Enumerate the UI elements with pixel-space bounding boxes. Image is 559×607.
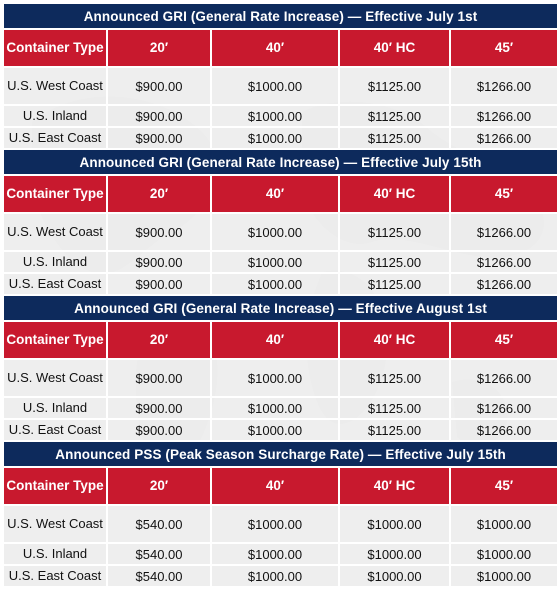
- rate-cell: $1000.00: [211, 105, 339, 127]
- section-title: Announced GRI (General Rate Increase) — Effective August 1st: [3, 295, 558, 321]
- column-header-20ft: 20′: [107, 29, 211, 67]
- rate-cell: $900.00: [107, 273, 211, 295]
- table-row: [3, 67, 558, 105]
- column-header-40ft: 40′: [211, 29, 339, 67]
- rate-cell: $1266.00: [450, 251, 558, 273]
- rate-cell: $1000.00: [211, 213, 339, 251]
- rate-cell: $1125.00: [339, 127, 450, 149]
- column-header-20ft: 20′: [107, 467, 211, 505]
- rate-cell: $1125.00: [339, 105, 450, 127]
- rate-cell: $1266.00: [450, 273, 558, 295]
- rate-cell: $1000.00: [450, 543, 558, 565]
- section-title: Announced PSS (Peak Season Surcharge Rate) — Effective July 15th: [3, 441, 558, 467]
- rate-cell: $1266.00: [450, 213, 558, 251]
- column-header-40ft-hc: 40′ HC: [339, 321, 450, 359]
- rate-cell: $900.00: [107, 359, 211, 397]
- row-label: U.S. Inland: [3, 251, 107, 273]
- column-header-45ft: 45′: [450, 29, 558, 67]
- row-label: U.S. West Coast: [3, 213, 107, 251]
- section-title-row: [3, 3, 558, 29]
- rate-cell: $1000.00: [339, 565, 450, 587]
- rate-cell: $540.00: [107, 543, 211, 565]
- rate-cell: $1000.00: [211, 359, 339, 397]
- rate-cell: $540.00: [107, 565, 211, 587]
- rate-cell: $1000.00: [339, 543, 450, 565]
- rate-cell: $1125.00: [339, 419, 450, 441]
- column-header-container-type: Container Type: [3, 321, 107, 359]
- row-label: U.S. Inland: [3, 397, 107, 419]
- row-label: U.S. West Coast: [3, 359, 107, 397]
- table-row: [3, 359, 558, 397]
- column-header-20ft: 20′: [107, 175, 211, 213]
- rate-cell: $1125.00: [339, 273, 450, 295]
- rate-cell: $900.00: [107, 105, 211, 127]
- row-label: U.S. Inland: [3, 105, 107, 127]
- header-row: [3, 29, 558, 67]
- rate-cell: $1000.00: [211, 127, 339, 149]
- column-header-40ft: 40′: [211, 321, 339, 359]
- row-label: U.S. East Coast: [3, 565, 107, 587]
- column-header-40ft-hc: 40′ HC: [339, 175, 450, 213]
- table-row: [3, 213, 558, 251]
- rate-cell: $900.00: [107, 419, 211, 441]
- rate-cell: $1000.00: [211, 505, 339, 543]
- rate-cell: $900.00: [107, 67, 211, 105]
- rate-cell: $1125.00: [339, 213, 450, 251]
- table-row: [3, 565, 558, 587]
- rate-cell: $900.00: [107, 397, 211, 419]
- rate-cell: $1000.00: [339, 505, 450, 543]
- rate-cell: $1000.00: [211, 251, 339, 273]
- rate-cell: $1125.00: [339, 251, 450, 273]
- table-row: [3, 505, 558, 543]
- column-header-20ft: 20′: [107, 321, 211, 359]
- table-row: [3, 419, 558, 441]
- section-title-row: [3, 441, 558, 467]
- rate-cell: $1000.00: [211, 565, 339, 587]
- row-label: U.S. Inland: [3, 543, 107, 565]
- table-row: [3, 251, 558, 273]
- rate-cell: $1125.00: [339, 359, 450, 397]
- row-label: U.S. West Coast: [3, 67, 107, 105]
- table-row: [3, 397, 558, 419]
- table-row: [3, 127, 558, 149]
- rate-cell: $1266.00: [450, 419, 558, 441]
- rate-table-container: [2, 2, 557, 588]
- row-label: U.S. East Coast: [3, 419, 107, 441]
- rate-cell: $900.00: [107, 251, 211, 273]
- column-header-container-type: Container Type: [3, 467, 107, 505]
- column-header-40ft-hc: 40′ HC: [339, 29, 450, 67]
- table-row: [3, 543, 558, 565]
- column-header-40ft: 40′: [211, 175, 339, 213]
- rate-cell: $1000.00: [211, 543, 339, 565]
- rate-cell: $1266.00: [450, 397, 558, 419]
- column-header-45ft: 45′: [450, 467, 558, 505]
- section-title-row: [3, 149, 558, 175]
- section-title: Announced GRI (General Rate Increase) — Effective July 15th: [3, 149, 558, 175]
- table-row: [3, 273, 558, 295]
- column-header-40ft-hc: 40′ HC: [339, 467, 450, 505]
- rate-cell: $1000.00: [450, 565, 558, 587]
- row-label: U.S. East Coast: [3, 127, 107, 149]
- rate-cell: $1266.00: [450, 105, 558, 127]
- rates-table: [2, 2, 559, 588]
- row-label: U.S. West Coast: [3, 505, 107, 543]
- rate-cell: $540.00: [107, 505, 211, 543]
- column-header-container-type: Container Type: [3, 29, 107, 67]
- rate-cell: $1125.00: [339, 67, 450, 105]
- rate-cell: $1125.00: [339, 397, 450, 419]
- rate-cell: $1000.00: [450, 505, 558, 543]
- section-title: Announced GRI (General Rate Increase) — Effective July 1st: [3, 3, 558, 29]
- column-header-container-type: Container Type: [3, 175, 107, 213]
- row-label: U.S. East Coast: [3, 273, 107, 295]
- column-header-40ft: 40′: [211, 467, 339, 505]
- section-title-row: [3, 295, 558, 321]
- rate-cell: $900.00: [107, 127, 211, 149]
- column-header-45ft: 45′: [450, 321, 558, 359]
- table-row: [3, 105, 558, 127]
- rate-cell: $1000.00: [211, 273, 339, 295]
- rate-cell: $1266.00: [450, 127, 558, 149]
- rate-cell: $1266.00: [450, 359, 558, 397]
- header-row: [3, 321, 558, 359]
- rate-cell: $1266.00: [450, 67, 558, 105]
- rate-cell: $1000.00: [211, 67, 339, 105]
- header-row: [3, 175, 558, 213]
- rate-cell: $900.00: [107, 213, 211, 251]
- rate-cell: $1000.00: [211, 397, 339, 419]
- column-header-45ft: 45′: [450, 175, 558, 213]
- header-row: [3, 467, 558, 505]
- rate-cell: $1000.00: [211, 419, 339, 441]
